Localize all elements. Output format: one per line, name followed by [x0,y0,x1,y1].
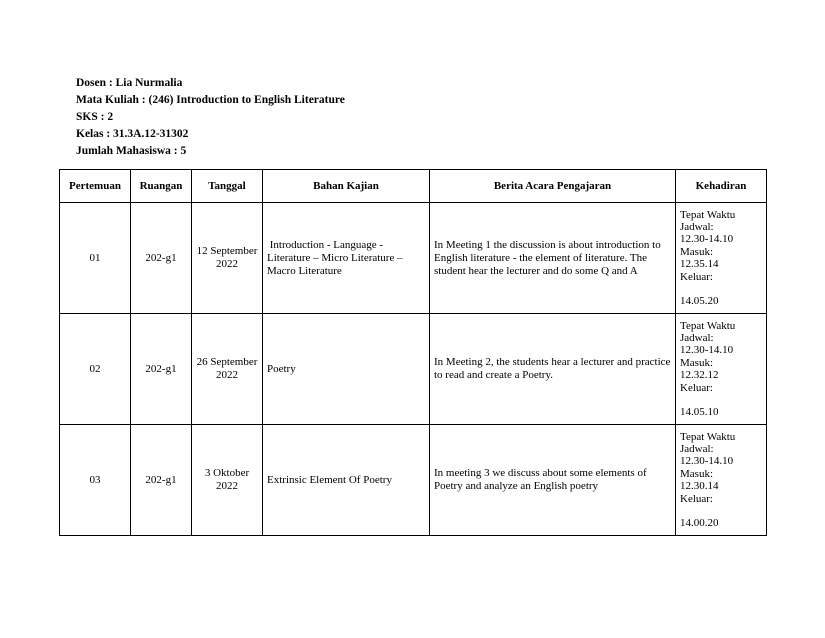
schedule-label: Jadwal: [680,331,714,344]
teaching-report-cell: In meeting 3 we discuss about some elements of Poetry and analyze an English poetry [430,425,676,536]
table-row [60,425,767,536]
column-header-date: Tanggal [192,170,263,203]
date-cell: 3 Oktober 2022 [192,425,263,536]
meeting-number: 02 [60,314,131,425]
schedule-time: 12.30-14.10 [680,344,734,357]
table-header-row [60,170,767,203]
column-header-teaching-report: Berita Acara Pengajaran [430,170,676,203]
teaching-record-table [59,169,767,536]
check-out-time: 14.05.10 [680,406,719,419]
schedule-time: 12.30-14.10 [680,233,734,246]
check-out-label: Keluar: [680,381,713,394]
attendance-cell [676,425,767,536]
meeting-number: 01 [60,203,131,314]
material-cell: Extrinsic Element Of Poetry [263,425,430,536]
material-cell: Introduction - Language - Literature – Micro Literature – Macro Literature [263,203,430,314]
column-header-material: Bahan Kajian [263,170,430,203]
check-in-label: Masuk: [680,467,713,480]
check-out-label: Keluar: [680,270,713,283]
date-cell: 26 September 2022 [192,314,263,425]
date-cell: 12 September 2022 [192,203,263,314]
check-out-time: 14.00.20 [680,517,719,530]
room-cell: 202-g1 [131,203,192,314]
check-in-label: Masuk: [680,245,713,258]
class-code: Kelas : 31.3A.12-31302 [76,128,189,140]
check-out-time: 14.05.20 [680,295,719,308]
attendance-status: Tepat Waktu [680,319,736,332]
column-header-room: Ruangan [131,170,192,203]
attendance-cell [676,314,767,425]
attendance-cell [676,203,767,314]
check-in-time: 12.32.12 [680,369,719,382]
course-name: Mata Kuliah : (246) Introduction to English Literature [76,94,345,106]
teaching-report-cell: In Meeting 1 the discussion is about introduction to English literature - the element of literature. The student hear the lecturer and do some Q and A [430,203,676,314]
table-row [60,314,767,425]
column-header-attendance: Kehadiran [676,170,767,203]
check-in-time: 12.35.14 [680,258,719,271]
lecturer-name: Dosen : Lia Nurmalia [76,77,183,89]
teaching-report-cell: In Meeting 2, the students hear a lecturer and practice to read and create a Poetry. [430,314,676,425]
document-header [76,75,345,160]
schedule-time: 12.30-14.10 [680,455,734,468]
column-header-meeting: Pertemuan [60,170,131,203]
attendance-status: Tepat Waktu [680,208,736,221]
table-row [60,203,767,314]
credit-units: SKS : 2 [76,111,114,123]
schedule-label: Jadwal: [680,220,714,233]
student-count: Jumlah Mahasiswa : 5 [76,145,187,157]
schedule-label: Jadwal: [680,442,714,455]
check-in-label: Masuk: [680,356,713,369]
room-cell: 202-g1 [131,425,192,536]
meeting-number: 03 [60,425,131,536]
check-out-label: Keluar: [680,492,713,505]
material-cell: Poetry [263,314,430,425]
attendance-status: Tepat Waktu [680,430,736,443]
check-in-time: 12.30.14 [680,480,719,493]
room-cell: 202-g1 [131,314,192,425]
